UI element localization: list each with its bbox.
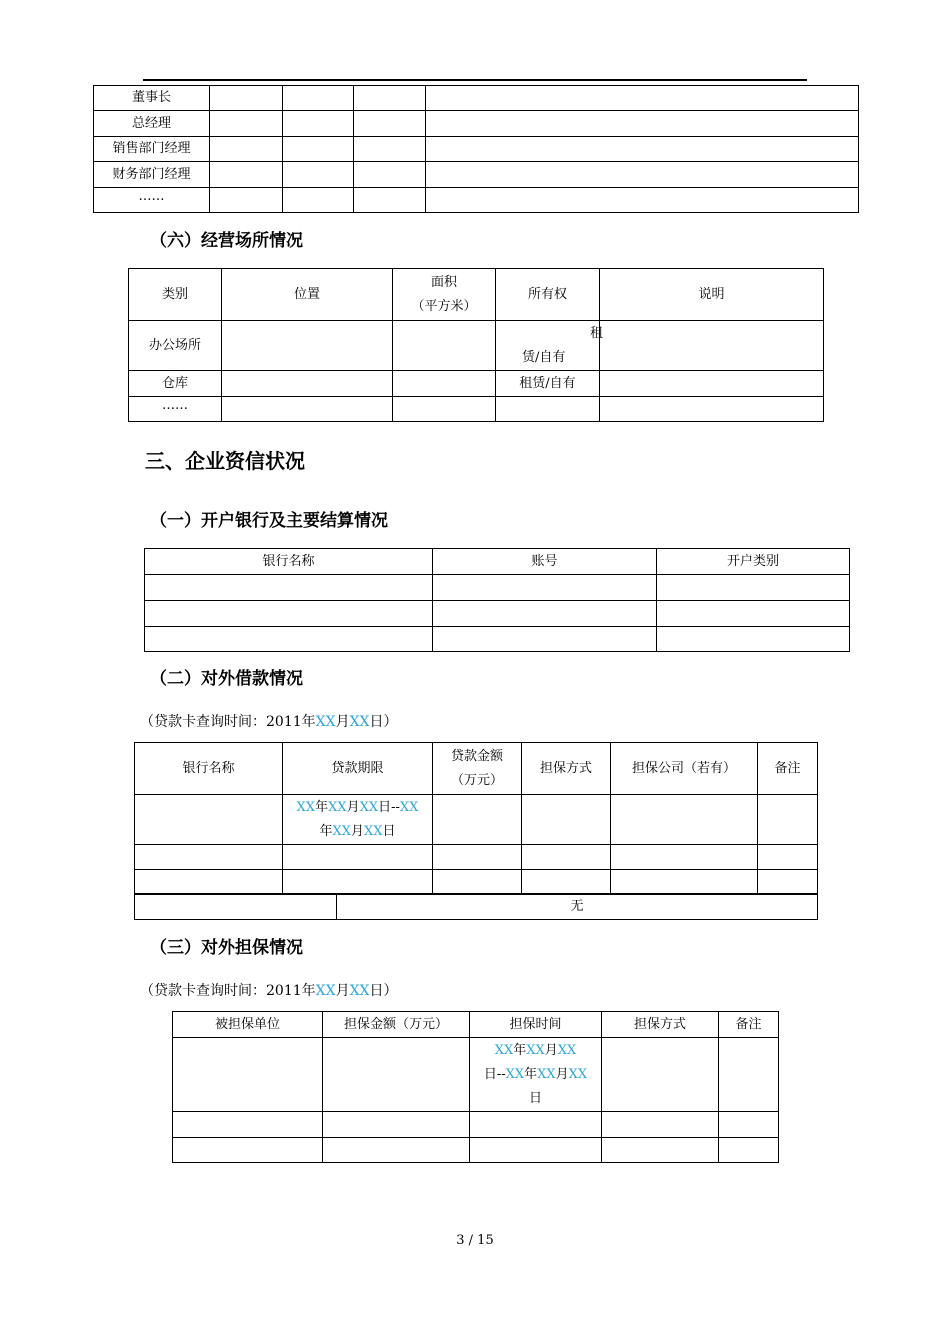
loans-summary-row bbox=[134, 893, 818, 920]
loans-summary-value: 无 bbox=[337, 894, 818, 920]
col-guarantee-time: 担保时间 bbox=[470, 1012, 602, 1038]
table-header bbox=[173, 1012, 779, 1038]
staff-role: 财务部门经理 bbox=[94, 162, 210, 188]
table-row bbox=[173, 1138, 779, 1163]
guarantee-time-value: XX年XX月XX 日--XX年XX月XX 日 bbox=[470, 1038, 602, 1112]
table-row bbox=[145, 601, 850, 627]
col-account: 账号 bbox=[433, 549, 657, 575]
table-row bbox=[94, 188, 859, 213]
col-category: 类别 bbox=[129, 269, 222, 321]
premises-category: …… bbox=[129, 397, 222, 422]
table-row bbox=[129, 397, 824, 422]
col-loan-term: 贷款期限 bbox=[283, 743, 433, 795]
col-bank-name: 银行名称 bbox=[135, 743, 283, 795]
table-row bbox=[94, 162, 859, 188]
table-header bbox=[135, 743, 818, 795]
loan-term-value: XX年XX月XX日--XX 年XX月XX日 bbox=[283, 795, 433, 845]
col-guarantee-method: 担保方式 bbox=[522, 743, 611, 795]
staff-role: 董事长 bbox=[94, 86, 210, 111]
table-row bbox=[94, 86, 859, 111]
table-row bbox=[135, 894, 818, 920]
table-row bbox=[135, 845, 818, 870]
table-header bbox=[129, 269, 824, 321]
col-loan-amount: 贷款金额 （万元） bbox=[433, 743, 522, 795]
table-row bbox=[135, 870, 818, 895]
section-2-title: （二）对外借款情况 bbox=[150, 669, 303, 689]
table-row bbox=[94, 137, 859, 162]
table-row bbox=[129, 371, 824, 397]
premises-category: 办公场所 bbox=[129, 321, 222, 371]
loans-table bbox=[134, 742, 818, 895]
part-3-title: 三、企业资信状况 bbox=[145, 449, 305, 473]
table-row bbox=[173, 1112, 779, 1138]
page-number: 3 / 15 bbox=[456, 1233, 494, 1248]
table-row bbox=[173, 1038, 779, 1112]
col-remarks: 备注 bbox=[719, 1012, 779, 1038]
header-rule bbox=[143, 79, 807, 81]
premises-table bbox=[128, 268, 824, 422]
guarantees-table bbox=[172, 1011, 779, 1163]
staff-table bbox=[93, 85, 859, 213]
premises-ownership: 租赁/自有 bbox=[496, 371, 600, 397]
col-ownership: 所有权 bbox=[496, 269, 600, 321]
col-guarantee-amount: 担保金额（万元） bbox=[323, 1012, 470, 1038]
col-bank-name: 银行名称 bbox=[145, 549, 433, 575]
staff-role: …… bbox=[94, 188, 210, 213]
col-guaranteed-party: 被担保单位 bbox=[173, 1012, 323, 1038]
col-area: 面积 （平方米） bbox=[393, 269, 496, 321]
section-2-query-note: （贷款卡查询时间：2011年XX月XX日） bbox=[140, 714, 398, 730]
col-remarks: 备注 bbox=[758, 743, 818, 795]
section-1-title: （一）开户银行及主要结算情况 bbox=[150, 511, 388, 531]
col-guarantee-method: 担保方式 bbox=[602, 1012, 719, 1038]
col-account-type: 开户类别 bbox=[657, 549, 850, 575]
staff-role: 总经理 bbox=[94, 111, 210, 137]
section-6-title: （六）经营场所情况 bbox=[150, 231, 303, 251]
premises-category: 仓库 bbox=[129, 371, 222, 397]
col-remarks: 说明 bbox=[600, 269, 824, 321]
table-row bbox=[94, 111, 859, 137]
bank-accounts-table bbox=[144, 548, 850, 652]
col-location: 位置 bbox=[222, 269, 393, 321]
section-3-title: （三）对外担保情况 bbox=[150, 938, 303, 958]
section-3-query-note: （贷款卡查询时间：2011年XX月XX日） bbox=[140, 983, 398, 999]
staff-role: 销售部门经理 bbox=[94, 137, 210, 162]
table-row bbox=[129, 321, 824, 371]
table-row bbox=[145, 575, 850, 601]
col-guarantor: 担保公司（若有） bbox=[611, 743, 758, 795]
table-row bbox=[135, 795, 818, 845]
premises-ownership: 租 赁/自有 bbox=[496, 321, 600, 371]
table-header bbox=[145, 549, 850, 575]
table-row bbox=[145, 627, 850, 652]
